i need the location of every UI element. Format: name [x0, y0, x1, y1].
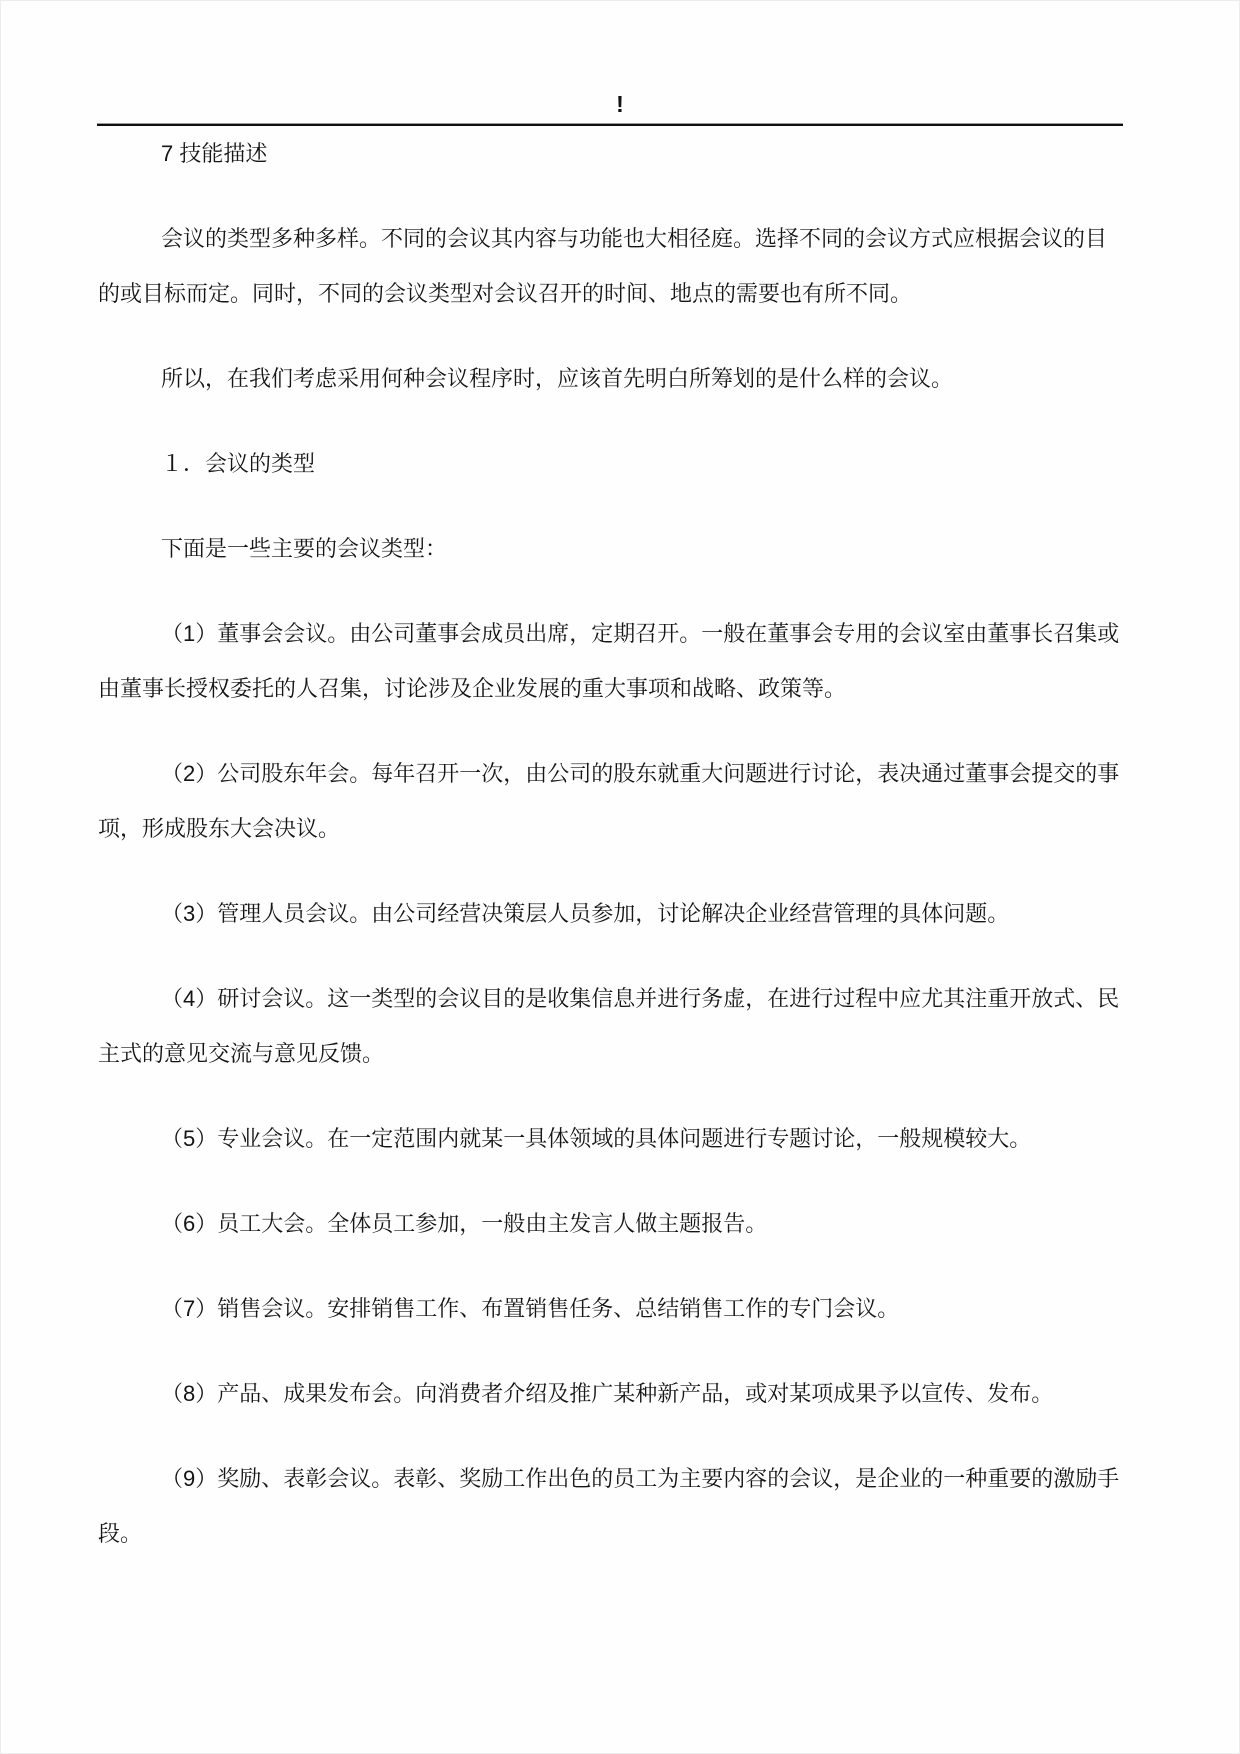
- page-header-mark: !: [616, 91, 624, 117]
- paragraph: 所以，在我们考虑采用何种会议程序时，应该首先明白所筹划的是什么样的会议。: [161, 366, 954, 391]
- paragraph: （5）专业会议。在一定范围内就某一具体领域的具体问题进行专题讨论，一般规模较大。: [161, 1126, 1032, 1151]
- paragraph: （7）销售会议。安排销售工作、布置销售任务、总结销售工作的专门会议。: [161, 1296, 900, 1321]
- paragraph: 会议的类型多种多样。不同的会议其内容与功能也大相径庭。选择不同的会议方式应根据会议的目的或目标而定。同时，不同的会议类型对会议召开的时间、地点的需要也有所不同。: [98, 226, 1108, 306]
- section-title: 7 技能描述: [161, 141, 268, 166]
- paragraph: （9）奖励、表彰会议。表彰、奖励工作出色的员工为主要内容的会议，是企业的一种重要的激励手段。: [98, 1466, 1120, 1546]
- paragraph: （8）产品、成果发布会。向消费者介绍及推广某种新产品，或对某项成果予以宣传、发布。: [161, 1381, 1054, 1406]
- paragraph: （6）员工大会。全体员工参加，一般由主发言人做主题报告。: [161, 1211, 768, 1236]
- paragraph: （2）公司股东年会。每年召开一次，由公司的股东就重大问题进行讨论，表决通过董事会提交的事项，形成股东大会决议。: [98, 761, 1120, 841]
- document-body: [98, 126, 1124, 1591]
- paragraph: （4）研讨会议。这一类型的会议目的是收集信息并进行务虚，在进行过程中应尤其注重开放式、民主式的意见交流与意见反馈。: [98, 986, 1120, 1066]
- paragraph: （3）管理人员会议。由公司经营决策层人员参加，讨论解决企业经营管理的具体问题。: [161, 901, 1010, 926]
- paragraph: 下面是一些主要的会议类型：: [161, 536, 448, 561]
- paragraph: （1）董事会会议。由公司董事会成员出席，定期召开。一般在董事会专用的会议室由董事长召集或由董事长授权委托的人召集，讨论涉及企业发展的重大事项和战略、政策等。: [98, 621, 1120, 701]
- paragraph: １．会议的类型: [161, 451, 316, 476]
